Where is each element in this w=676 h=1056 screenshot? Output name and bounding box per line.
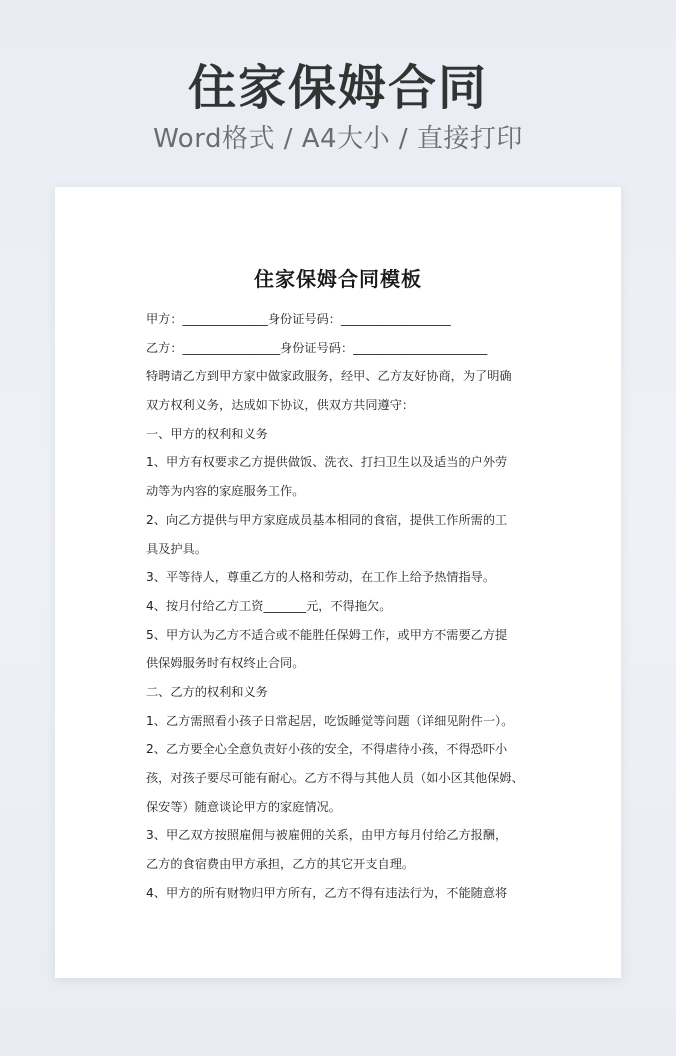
document-body bbox=[146, 305, 586, 907]
section-heading-party-b: 二、乙方的权利和义务 bbox=[146, 684, 268, 699]
clause-a4: 4、按月付给乙方工资_______元，不得拖欠。 bbox=[146, 598, 392, 613]
clause-a3: 3、平等待人，尊重乙方的人格和劳动，在工作上给予热情指导。 bbox=[146, 570, 496, 585]
clause-b2-line-2: 孩，对孩子要尽可能有耐心。乙方不得与其他人员（如小区其他保姆、 bbox=[146, 771, 524, 785]
intro-line-1: 特聘请乙方到甲方家中做家政服务，经甲、乙方友好协商，为了明确 bbox=[146, 369, 512, 384]
document-title: 住家保姆合同模板 bbox=[254, 267, 422, 291]
banner-header bbox=[0, 62, 676, 153]
section-heading-party-a: 一、甲方的权利和义务 bbox=[146, 426, 268, 441]
party-b-line: 乙方：________________身份证号码：______________________ bbox=[146, 340, 488, 355]
banner-subtitle: Word格式 / A4大小 / 直接打印 bbox=[153, 123, 523, 154]
clause-b3-line-2: 乙方的食宿费由甲方承担，乙方的其它开支自理。 bbox=[146, 857, 415, 872]
clause-a2-line-1: 2、向乙方提供与甲方家庭成员基本相同的食宿，提供工作所需的工 bbox=[146, 512, 508, 527]
clause-b2-line-3: 保安等）随意谈论甲方的家庭情况。 bbox=[146, 799, 341, 814]
clause-b3-line-1: 3、甲乙双方按照雇佣与被雇佣的关系，由甲方每月付给乙方报酬， bbox=[146, 828, 508, 843]
document-page bbox=[55, 187, 621, 978]
clause-a5-line-1: 5、甲方认为乙方不适合或不能胜任保姆工作，或甲方不需要乙方提 bbox=[146, 627, 508, 642]
clause-b4-line-1: 4、甲方的所有财物归甲方所有，乙方不得有违法行为，不能随意将 bbox=[146, 885, 508, 900]
clause-a5-line-2: 供保姆服务时有权终止合同。 bbox=[146, 656, 305, 671]
clause-a2-line-2: 具及护具。 bbox=[146, 541, 207, 556]
clause-a1-line-2: 动等为内容的家庭服务工作。 bbox=[146, 484, 305, 499]
intro-line-2: 双方权利义务，达成如下协议，供双方共同遵守： bbox=[146, 398, 415, 413]
clause-b2-line-1: 2、乙方要全心全意负责好小孩的安全，不得虐待小孩，不得恐吓小 bbox=[146, 742, 508, 757]
party-a-line: 甲方：______________身份证号码：__________________ bbox=[146, 312, 451, 326]
clause-b1: 1、乙方需照看小孩子日常起居，吃饭睡觉等问题（详细见附件一）。 bbox=[146, 713, 514, 728]
clause-a1-line-1: 1、甲方有权要求乙方提供做饭、洗衣、打扫卫生以及适当的户外劳 bbox=[146, 455, 508, 470]
banner-title: 住家保姆合同 bbox=[187, 60, 488, 116]
